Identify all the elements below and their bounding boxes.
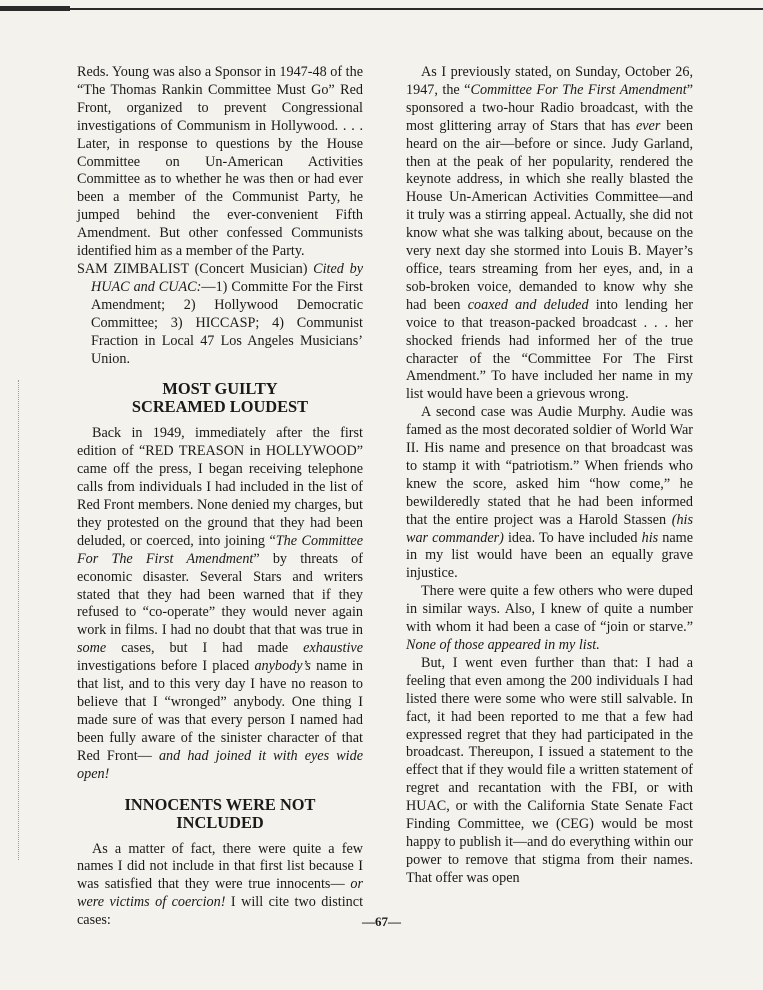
heading-innocents	[77, 796, 363, 832]
text-run: into lending her voice to that treason-packed broadcast . . . her shocked friends had informed her of the true character of the “Committee For The First Amendment.” To have included her name in my list would have been a grievous wrong.	[406, 296, 693, 403]
left-column	[77, 64, 363, 930]
text-run: investigations before I placed	[77, 658, 255, 675]
text-run: I will cite two distinct cases:	[77, 894, 364, 929]
italic-text-run: anybody’s	[254, 658, 311, 675]
heading-innocents-line-2: INCLUDED	[176, 812, 264, 832]
italic-text-run: or were victims of coercion!	[77, 876, 363, 911]
italic-text-run: ever	[635, 117, 661, 134]
text-run: Back in 1949, immediately after the first edition of “RED TREASON in HOLLYWOOD” came off the press, I began receiving telephone calls from individuals I had included in the list of Red Front members. None denied my charges, but they protested on the ground that they had been deluded, or coerced, into joining “	[77, 425, 363, 549]
text-run: name in that list, and to this very day I have no reason to believe that I “wronged” anybody. One thing I made sure of was that every person I named had been fully aware of the sinister character of that Red Front—	[77, 658, 363, 764]
text-run: A second case was Audie Murphy. Audie was famed as the most decorated soldier of World War II. His name and presence on that broadcast was to stamp it with “patriotism.” When friends who knew the score, asked him “how come,” he bewilderedly stated that he had been informed that the entire project was a Harold Stassen	[406, 404, 693, 528]
paragraph-back-in-1949	[77, 425, 363, 783]
heading-most-guilty	[77, 380, 363, 416]
text-run: Reds. Young was also a Sponsor in 1947-48 of the “The Thomas Rankin Committee Must Go” Red Front, organized to prevent Congressional investigations of Communism in Hollywood. . . . Later, in response to questions by the House Committee on Un-American Activities Committee as to whether he was then or had ever been a member of the Communist Party, he jumped behind the ever-convenient Fifth Amendment. But other confessed Communists identified him as a member of the Party.	[77, 64, 363, 260]
paragraph-previously-stated	[406, 64, 693, 404]
paragraph-reds-young	[77, 64, 363, 261]
top-border-rule	[0, 8, 763, 10]
text-run: As I previously stated, on Sunday, October 26, 1947, the “	[406, 64, 693, 98]
paragraph-others-duped	[406, 583, 693, 655]
paragraph-audie-murphy	[406, 404, 693, 583]
text-run: idea. To have included	[503, 529, 642, 546]
text-run: been heard on the air—before or since. Judy Garland, then at the peak of her popularity, rendered the keynote address, in which she really blasted the House Un-American Activities Committee—and it truly was a stirring appeal. Actually, she did not know what she was talking about, because on the very next day she stormed into Louis B. Mayer’s office, tears streaming from her eyes, and, in a sob-broken voice, demanded to know why she had been	[406, 117, 693, 313]
heading-most-guilty-line-1: MOST GUILTY	[162, 379, 278, 399]
italic-text-run: and had joined it with eyes wide open!	[77, 747, 363, 782]
italic-text-run: The Committee For The First Amendment	[77, 532, 364, 567]
text-run: There were quite a few others who were duped in similar ways. Also, I knew of quite a number with whom it had been a case of “join or starve.”	[406, 583, 693, 636]
text-run: SAM ZIMBALIST (Concert Musician)	[77, 260, 314, 277]
italic-text-run: None of those appeared in my list.	[406, 637, 600, 653]
text-run: But, I went even further than that: I had a feeling that even among the 200 individuals I had listed there were some who were still salvable. In fact, it had been reported to me that a few had expressed regret that they had participated in the broadcast. Thereupon, I issued a statement to the effect that if they would file a written statement of regret and recantation with the FBI, or with HUAC, or with the California State Senate Fact Finding Committee, we (CEG) would be most happy to publish it—and do everything within our power to remove that stigma from their names. That offer was open	[406, 654, 693, 886]
text-run: ” sponsored a two-hour Radio broadcast, with the most glittering array of Stars that has	[406, 81, 693, 134]
italic-text-run: exhaustive	[303, 640, 363, 657]
italic-text-run: Committee For The First Amendment	[470, 81, 687, 98]
paragraph-went-further	[406, 655, 693, 888]
text-run: cases, but I had made	[106, 640, 304, 657]
text-run: —1) Committe For the First Amendment; 2) Hollywood Democratic Committee; 3) HICCASP; 4) Communist Fraction in Local 47 Los Angeles Musicians’ Union.	[91, 278, 363, 367]
italic-text-run: (his war commander)	[406, 511, 693, 546]
italic-text-run: Cited by HUAC and CUAC:	[91, 260, 363, 295]
paragraph-sam-zimbalist	[77, 261, 363, 368]
heading-most-guilty-line-2: SCREAMED LOUDEST	[131, 397, 309, 417]
heading-innocents-line-1: INNOCENTS WERE NOT	[124, 794, 316, 814]
italic-text-run: coaxed and deluded	[467, 296, 589, 313]
italic-text-run: his	[641, 529, 659, 546]
text-run: name in my list would have been an equally grave injustice.	[406, 529, 693, 582]
text-run: ” by threats of economic disaster. Several Stars and writers stated that they had been warned that if they refused to “co-operate” they would never again work in films. I had no doubt that that was true in	[77, 550, 363, 639]
text-run: As a matter of fact, there were quite a few names I did not include in that first list because I was satisfied that they were true innocents—	[77, 840, 363, 893]
right-column	[406, 64, 693, 888]
italic-text-run: some	[77, 640, 107, 657]
page-number: —67—	[362, 914, 401, 929]
binding-edge-marks	[18, 380, 21, 860]
